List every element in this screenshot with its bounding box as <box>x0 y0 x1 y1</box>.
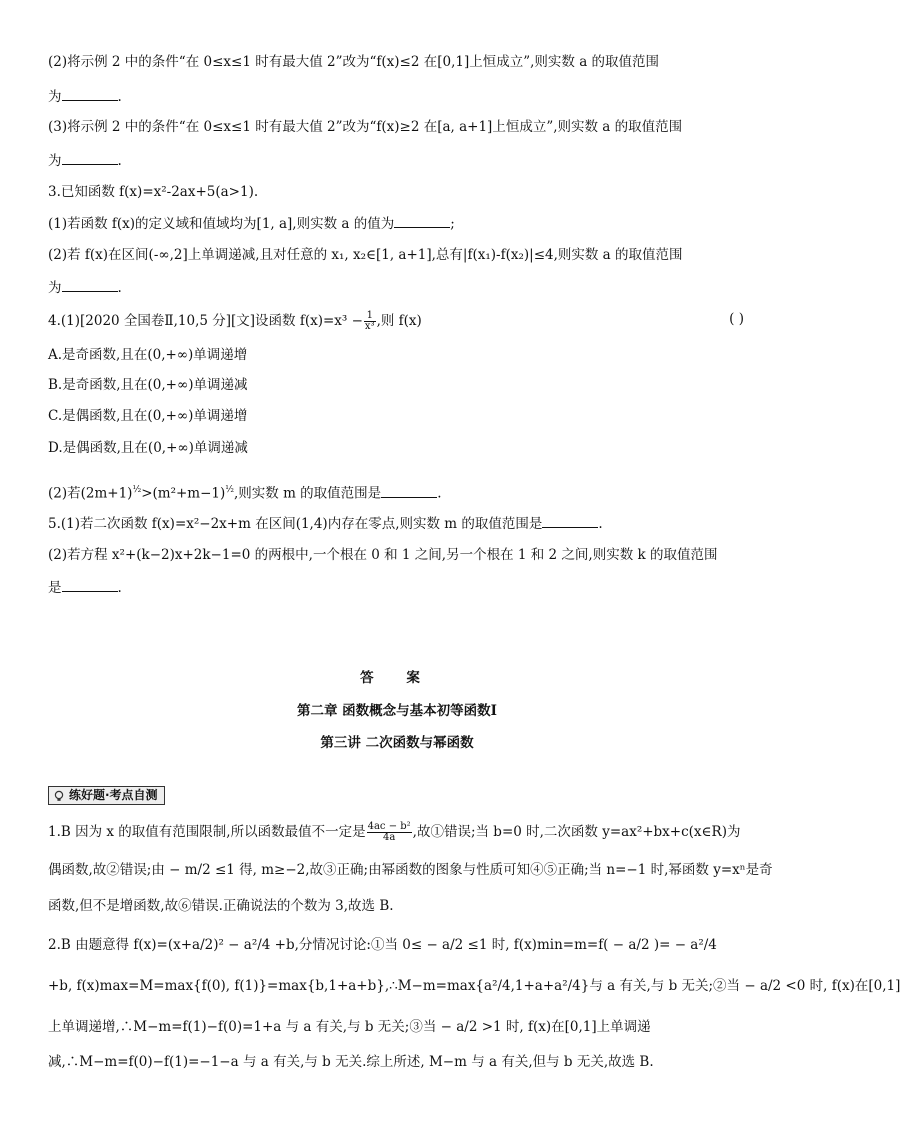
q4-part2: (2)若$(2m+1)^{\frac{1}{2}}>(m^2+m-1)^{\frac{1}{2}}$,则实数 m 的取值范围是 . <box>48 480 754 504</box>
text-a: 1.B 因为 x 的取值有范围限制,所以函数最值不一定是 <box>48 824 366 840</box>
chapter-title: 第二章 函数概念与基本初等函数Ⅰ <box>296 703 497 719</box>
answer-blank <box>542 513 598 528</box>
lightbulb-icon <box>53 790 65 802</box>
exponent: ½ <box>225 485 234 495</box>
lecture-title: 第三讲 二次函数与幂函数 <box>320 735 474 751</box>
q-prev-part3-line2: 为 . <box>48 150 754 171</box>
q4-stem-b: ,则 f(x) <box>376 313 422 329</box>
q4-option-d: D.是偶函数,且在(0,+∞)单调递减 <box>48 440 248 456</box>
answer-2-line1: 2.B 由题意得 f(x)=(x+a/2)² − a²/4 +b,分情况讨论:①当 0≤ − a/2 ≤1 时, f(x)min=m=f( − a/2 )= − a²/4 <box>48 937 717 953</box>
q5-part2-line2: 是 . <box>48 577 754 598</box>
text-a: (2)若(2m+1) <box>48 485 133 502</box>
q4-option-a: A.是奇函数,且在(0,+∞)单调递增 <box>48 347 248 363</box>
section-badge <box>48 786 165 805</box>
frac-num: 1 <box>364 311 376 322</box>
frac-num: 4ac − b² <box>367 821 411 832</box>
q4-option-c: C.是偶函数,且在(0,+∞)单调递增 <box>48 408 248 424</box>
answer-2-line4: 减,∴M−m=f(0)−f(1)=−1−a 与 a 有关,与 b 无关.综上所述, M−m 与 a 有关,但与 b 无关,故选 B. <box>48 1054 654 1070</box>
q5-part1: 5.(1)若二次函数 f(x)=x²−2x+m 在区间(1,4)内存在零点,则实数 m 的取值范围是 . <box>48 513 754 534</box>
text: 为 <box>48 280 62 296</box>
text: 5.(1)若二次函数 f(x)=x²−2x+m 在区间(1,4)内存在零点,则实数 m 的取值范围是 <box>48 516 543 532</box>
text: 为 <box>48 153 62 169</box>
frac-den: x³ <box>364 321 375 332</box>
answer-1-line1 <box>48 822 754 843</box>
answer-blank <box>62 86 118 101</box>
answer-blank <box>62 277 118 292</box>
text-b: ,故①错误;当 b=0 时,二次函数 y=ax²+bx+c(x∈R)为 <box>412 824 741 840</box>
text: 是 <box>48 580 62 596</box>
text: (1)若函数 f(x)的定义域和值域均为[1, a],则实数 a 的值为 <box>48 216 395 232</box>
q5-part2-line1: (2)若方程 x²+(k−2)x+2k−1=0 的两根中,一个根在 0 和 1 之间,另一个根在 1 和 2 之间,则实数 k 的取值范围 <box>48 547 718 563</box>
answer-1-line2: 偶函数,故②错误;由 − m/2 ≤1 得, m≥−2,故③正确;由幂函数的图象与性质可知④⑤正确;当 n=−1 时,幂函数 y=xⁿ是奇 <box>48 862 773 878</box>
answers-title: 答 案 <box>360 670 434 686</box>
answer-blank <box>394 213 450 228</box>
q3-part2-line2: 为 . <box>48 277 754 298</box>
q3-part2-line1: (2)若 f(x)在区间(-∞,2]上单调递减,且对任意的 x₁, x₂∈[1, a+1],总有|f(x₁)-f(x₂)|≤4,则实数 a 的取值范围 <box>48 247 683 263</box>
exponent: ½ <box>132 485 142 495</box>
answer-blank <box>62 150 118 165</box>
q-prev-part3-line1: (3)将示例 2 中的条件“在 0≤x≤1 时有最大值 2”改为“f(x)≥2 在[a, a+1]上恒成立”,则实数 a 的取值范围 <box>48 119 683 135</box>
answer-bracket: ( ) <box>729 311 744 327</box>
q4-stem <box>48 311 754 332</box>
answer-blank <box>381 483 437 498</box>
answer-2-line2: +b, f(x)max=M=max{f(0), f(1)}=max{b,1+a+b},∴M−m=max{a²/4,1+a+a²/4}与 a 有关,与 b 无关;②当 − a/2 <0 时, f(x)在[0,1] <box>48 978 900 994</box>
text-b: >(m²+m−1) <box>141 485 226 502</box>
q4-option-b: B.是奇函数,且在(0,+∞)单调递减 <box>48 377 248 393</box>
text: 为 <box>48 89 62 105</box>
text-c: ,则实数 m 的取值范围是 <box>234 485 382 502</box>
q-prev-part2-line1: (2)将示例 2 中的条件“在 0≤x≤1 时有最大值 2”改为“f(x)≤2 在[0,1]上恒成立”,则实数 a 的取值范围 <box>48 54 660 70</box>
q4-stem-a: 4.(1)[2020 全国卷Ⅱ,10,5 分][文]设函数 f(x)=x³ − <box>48 313 363 329</box>
q3-part1 <box>48 213 754 234</box>
answer-2-line3: 上单调递增,∴M−m=f(1)−f(0)=1+a 与 a 有关,与 b 无关;③当 − a/2 >1 时, f(x)在[0,1]上单调递 <box>48 1019 651 1035</box>
answer-1-fraction <box>367 822 412 843</box>
answer-1-line3: 函数,但不是增函数,故⑥错误.正确说法的个数为 3,故选 B. <box>48 898 394 914</box>
answer-blank <box>62 577 118 592</box>
q-prev-part2-line2: 为 . <box>48 86 754 107</box>
frac-den: 4a <box>382 832 396 843</box>
q4-fraction <box>364 311 376 332</box>
text-end: ; <box>450 216 455 232</box>
q3-stem: 3.已知函数 f(x)=x²-2ax+5(a>1). <box>48 184 259 200</box>
badge-label: 练好题·考点自测 <box>69 788 158 802</box>
